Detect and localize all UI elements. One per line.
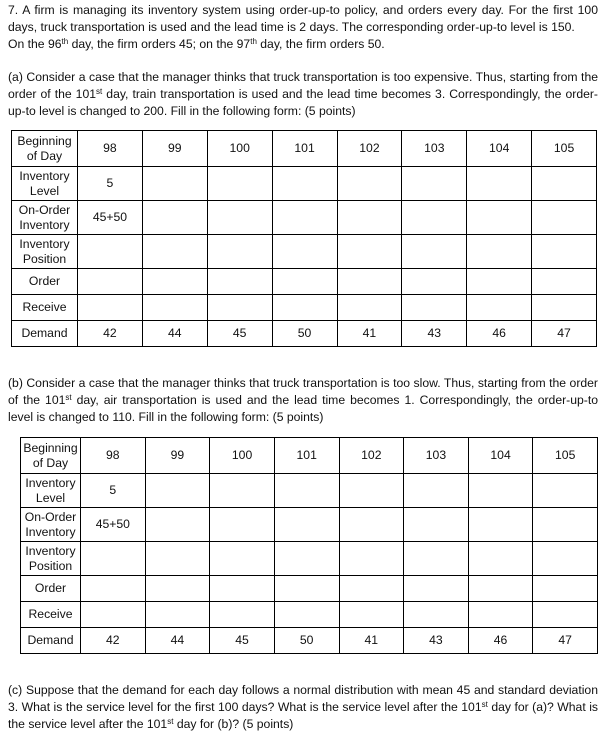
blank-cell[interactable]: [145, 542, 210, 576]
blank-cell[interactable]: [402, 269, 467, 295]
row-label-line: Position: [28, 558, 73, 573]
part-c-text-a: (c) Suppose that the demand for each day follows a normal distribution with mean 45 and standard deviation 3. What is the service level for the first 100 days? What is the service level after the 101: [8, 683, 598, 714]
blank-cell[interactable]: [81, 576, 146, 602]
row-label-on-order: [21, 508, 81, 542]
row-beginning-of-day: [12, 131, 597, 167]
demand-cell: 41: [339, 628, 404, 654]
part-a-text-a: (a) Consider a case that the manager thinks that truck transportation is too expensive. Thus, starting from the order of the 101: [8, 70, 598, 101]
row-label-inventory-position: [21, 542, 81, 576]
blank-cell[interactable]: [533, 474, 598, 508]
part-a-text: [8, 69, 598, 120]
blank-cell[interactable]: [272, 235, 337, 269]
row-label-line: On-Order: [18, 202, 71, 217]
row-label-beginning-of-day: [21, 438, 81, 474]
day-cell: 105: [532, 131, 597, 167]
intro-sup-a: th: [61, 37, 69, 46]
day-cell: 103: [402, 131, 467, 167]
part-b-text: [8, 375, 598, 426]
blank-cell[interactable]: [274, 542, 339, 576]
blank-cell[interactable]: [210, 508, 275, 542]
demand-cell: 43: [402, 321, 467, 347]
row-label-order: Order: [21, 576, 81, 602]
row-on-order-inventory: [21, 508, 598, 542]
row-label-inventory-level: [12, 167, 78, 201]
day-cell: 104: [468, 438, 533, 474]
blank-cell[interactable]: [339, 508, 404, 542]
table-a: [11, 130, 597, 347]
row-label-line: Inventory: [25, 524, 76, 539]
question-intro: [8, 2, 598, 53]
row-inventory-position: [12, 235, 597, 269]
part-b-text-b: day, air transportation is used and the lead time becomes 1. Correspondingly, the order-up-to level is changed to 110. Fill in the following form: (5 points): [8, 393, 599, 424]
blank-cell[interactable]: [207, 201, 272, 235]
blank-cell[interactable]: [210, 576, 275, 602]
day-cell: 98: [78, 131, 143, 167]
blank-cell[interactable]: [207, 167, 272, 201]
inventory-level-cell: 5: [81, 474, 146, 508]
blank-cell[interactable]: [468, 474, 533, 508]
on-order-cell: 45+50: [78, 201, 143, 235]
demand-cell: 45: [207, 321, 272, 347]
blank-cell[interactable]: [145, 508, 210, 542]
blank-cell[interactable]: [339, 576, 404, 602]
blank-cell[interactable]: [404, 602, 469, 628]
demand-cell: 46: [468, 628, 533, 654]
blank-cell[interactable]: [532, 167, 597, 201]
blank-cell[interactable]: [533, 576, 598, 602]
blank-cell[interactable]: [207, 295, 272, 321]
blank-cell[interactable]: [337, 235, 402, 269]
part-c-sup-a: st: [481, 700, 488, 709]
row-label-line: Beginning: [17, 133, 72, 148]
day-cell: 99: [145, 438, 210, 474]
day-cell: 102: [339, 438, 404, 474]
row-label-line: Inventory: [19, 217, 70, 232]
blank-cell[interactable]: [402, 295, 467, 321]
blank-cell[interactable]: [272, 269, 337, 295]
part-b-sup: st: [65, 393, 72, 402]
blank-cell[interactable]: [339, 542, 404, 576]
blank-cell[interactable]: [210, 542, 275, 576]
part-c-text: [8, 682, 598, 733]
blank-cell[interactable]: [78, 269, 143, 295]
row-label-line: Beginning: [23, 440, 78, 455]
part-c-text-c: day for (b)? (5 points): [173, 717, 294, 731]
day-cell: 101: [272, 131, 337, 167]
part-a-text-b: day, train transportation is used and the lead time becomes 3. Correspondingly, the order-up-to level is changed to 200. Fill in the following form: (5 points): [8, 87, 598, 118]
day-cell: 102: [337, 131, 402, 167]
demand-cell: 50: [274, 628, 339, 654]
blank-cell[interactable]: [467, 269, 532, 295]
blank-cell[interactable]: [468, 602, 533, 628]
row-label-line: Inventory: [19, 168, 70, 183]
row-inventory-level: [21, 474, 598, 508]
blank-cell[interactable]: [467, 235, 532, 269]
row-label-receive: Receive: [12, 295, 78, 321]
row-inventory-level: [12, 167, 597, 201]
intro-line2-a: On the 96: [8, 37, 62, 51]
blank-cell[interactable]: [468, 508, 533, 542]
blank-cell[interactable]: [142, 295, 207, 321]
blank-cell[interactable]: [337, 295, 402, 321]
blank-cell[interactable]: [404, 542, 469, 576]
demand-cell: 46: [467, 321, 532, 347]
blank-cell[interactable]: [272, 167, 337, 201]
intro-sup-b: th: [250, 37, 257, 46]
blank-cell[interactable]: [337, 201, 402, 235]
day-cell: 100: [210, 438, 275, 474]
row-label-inventory-position: [12, 235, 78, 269]
demand-cell: 47: [533, 628, 598, 654]
blank-cell[interactable]: [337, 167, 402, 201]
blank-cell[interactable]: [402, 235, 467, 269]
part-c-text-b: day for (a)? What is the service level after the 101: [8, 700, 598, 731]
blank-cell[interactable]: [532, 235, 597, 269]
day-cell: 100: [207, 131, 272, 167]
day-cell: 101: [274, 438, 339, 474]
blank-cell[interactable]: [274, 508, 339, 542]
blank-cell[interactable]: [145, 474, 210, 508]
blank-cell[interactable]: [78, 295, 143, 321]
blank-cell[interactable]: [533, 602, 598, 628]
demand-cell: 50: [272, 321, 337, 347]
on-order-cell: 45+50: [81, 508, 146, 542]
row-label-line: Inventory: [25, 475, 76, 490]
blank-cell[interactable]: [404, 576, 469, 602]
intro-line2-b: day, the firm orders 45; on the 97: [68, 37, 251, 51]
blank-cell[interactable]: [272, 201, 337, 235]
demand-cell: 44: [142, 321, 207, 347]
day-cell: 99: [142, 131, 207, 167]
row-order: [12, 269, 597, 295]
day-cell: 105: [533, 438, 598, 474]
day-cell: 98: [81, 438, 146, 474]
row-demand: [21, 628, 598, 654]
blank-cell[interactable]: [467, 201, 532, 235]
demand-cell: 42: [81, 628, 146, 654]
part-c-sup-b: st: [167, 717, 174, 726]
blank-cell[interactable]: [78, 235, 143, 269]
part-b-text-a: (b) Consider a case that the manager thinks that truck transportation is too slow. Thus, starting from the order of the 101: [8, 376, 598, 407]
inventory-level-cell: 5: [78, 167, 143, 201]
row-label-demand: Demand: [21, 628, 81, 654]
blank-cell[interactable]: [533, 508, 598, 542]
row-beginning-of-day: [21, 438, 598, 474]
row-label-demand: Demand: [12, 321, 78, 347]
blank-cell[interactable]: [274, 602, 339, 628]
blank-cell[interactable]: [404, 508, 469, 542]
intro-line1: 7. A firm is managing its inventory system using order-up-to policy, and orders every day. For the first 100 days, truck transportation is used and the lead time is 2 days. The corresponding order-up-to level is 150.: [8, 3, 598, 34]
blank-cell[interactable]: [145, 576, 210, 602]
blank-cell[interactable]: [337, 269, 402, 295]
demand-cell: 45: [210, 628, 275, 654]
blank-cell[interactable]: [142, 269, 207, 295]
row-label-inventory-level: [21, 474, 81, 508]
row-label-receive: Receive: [21, 602, 81, 628]
blank-cell[interactable]: [210, 602, 275, 628]
blank-cell[interactable]: [339, 474, 404, 508]
demand-cell: 47: [532, 321, 597, 347]
demand-cell: 42: [78, 321, 143, 347]
row-label-line: of Day: [26, 148, 63, 163]
row-order: [21, 576, 598, 602]
row-label-beginning-of-day: [12, 131, 78, 167]
demand-cell: 43: [404, 628, 469, 654]
row-inventory-position: [21, 542, 598, 576]
demand-cell: 44: [145, 628, 210, 654]
blank-cell[interactable]: [145, 602, 210, 628]
blank-cell[interactable]: [532, 201, 597, 235]
row-label-line: Inventory: [19, 236, 70, 251]
blank-cell[interactable]: [142, 167, 207, 201]
row-label-order: Order: [12, 269, 78, 295]
row-label-line: On-Order: [24, 509, 77, 524]
blank-cell[interactable]: [402, 201, 467, 235]
blank-cell[interactable]: [468, 542, 533, 576]
blank-cell[interactable]: [142, 235, 207, 269]
blank-cell[interactable]: [81, 602, 146, 628]
blank-cell[interactable]: [533, 542, 598, 576]
blank-cell[interactable]: [207, 235, 272, 269]
blank-cell[interactable]: [532, 269, 597, 295]
blank-cell[interactable]: [532, 295, 597, 321]
row-on-order-inventory: [12, 201, 597, 235]
blank-cell[interactable]: [274, 576, 339, 602]
row-demand: [12, 321, 597, 347]
part-a-sup: st: [96, 87, 103, 96]
blank-cell[interactable]: [468, 576, 533, 602]
row-label-line: of Day: [32, 455, 69, 470]
row-label-on-order: [12, 201, 78, 235]
row-label-line: Level: [29, 183, 60, 198]
day-cell: 103: [404, 438, 469, 474]
row-label-line: Position: [22, 251, 67, 266]
blank-cell[interactable]: [207, 269, 272, 295]
row-receive: [21, 602, 598, 628]
blank-cell[interactable]: [142, 201, 207, 235]
blank-cell[interactable]: [274, 474, 339, 508]
blank-cell[interactable]: [404, 474, 469, 508]
blank-cell[interactable]: [467, 167, 532, 201]
blank-cell[interactable]: [467, 295, 532, 321]
blank-cell[interactable]: [272, 295, 337, 321]
blank-cell[interactable]: [81, 542, 146, 576]
blank-cell[interactable]: [210, 474, 275, 508]
row-label-line: Level: [35, 490, 66, 505]
table-b: [20, 437, 598, 654]
row-label-line: Inventory: [25, 543, 76, 558]
day-cell: 104: [467, 131, 532, 167]
demand-cell: 41: [337, 321, 402, 347]
blank-cell[interactable]: [402, 167, 467, 201]
blank-cell[interactable]: [339, 602, 404, 628]
intro-line2-c: day, the firm orders 50.: [256, 37, 385, 51]
row-receive: [12, 295, 597, 321]
